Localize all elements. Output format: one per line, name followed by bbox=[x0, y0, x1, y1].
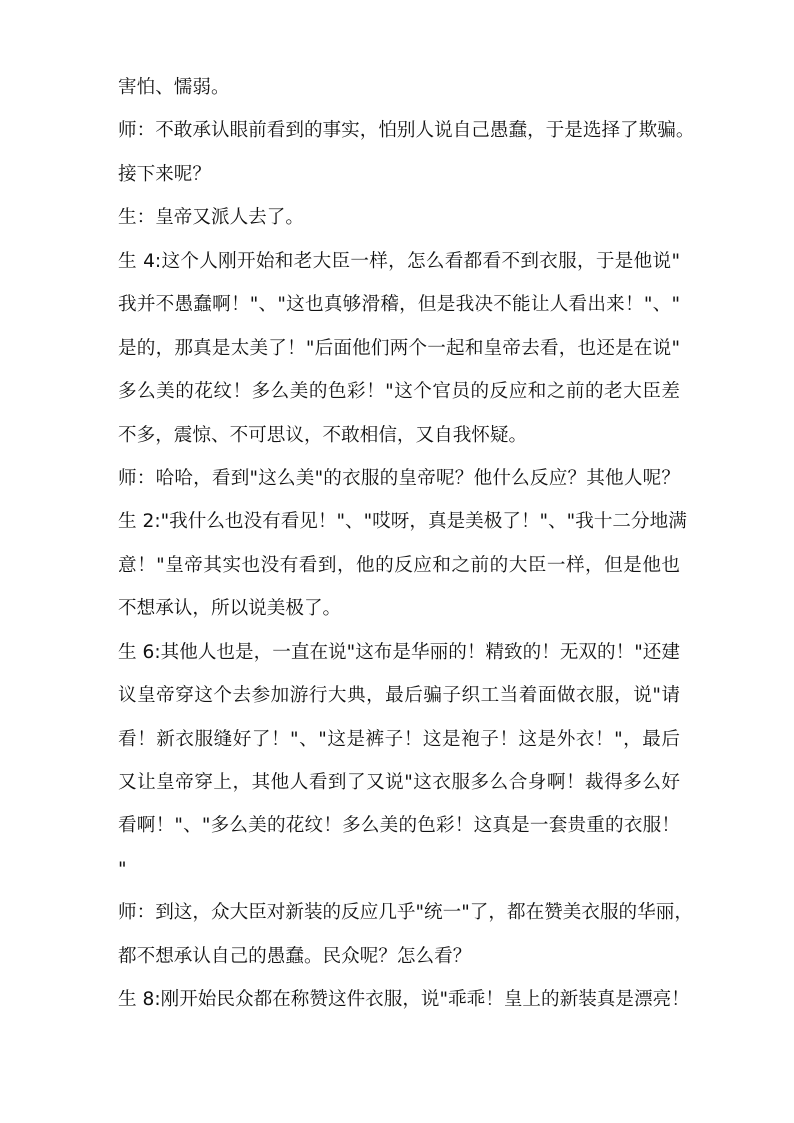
text-line: 接下来呢？ bbox=[118, 163, 211, 185]
text-line: 看啊！"、"多么美的花纹！多么美的色彩！这真是一套贵重的衣服！ bbox=[118, 815, 680, 837]
text-line: " bbox=[118, 858, 127, 880]
document-page bbox=[118, 66, 695, 1022]
text-line: 生 8:刚开始民众都在称赞这件衣服，说"乖乖！皇上的新装真是漂亮！ bbox=[118, 989, 690, 1011]
text-line: 生 2:"我什么也没有看见！"、"哎呀，真是美极了！"、"我十二分地满 bbox=[118, 511, 687, 533]
text-line: 我并不愚蠢啊！"、"这也真够滑稽，但是我决不能让人看出来！"、" bbox=[118, 294, 680, 316]
text-line: 师：哈哈，看到"这么美"的衣服的皇帝呢？他什么反应？其他人呢？ bbox=[118, 467, 680, 489]
text-line: 意！"皇帝其实也没有看到，他的反应和之前的大臣一样，但是他也 bbox=[118, 554, 680, 576]
text-line: 议皇帝穿这个去参加游行大典，最后骗子织工当着面做衣服，说"请 bbox=[118, 685, 680, 707]
text-line: 多么美的花纹！多么美的色彩！"这个官员的反应和之前的老大臣差 bbox=[118, 381, 680, 403]
text-line: 不想承认，所以说美极了。 bbox=[118, 598, 342, 620]
text-line: 害怕、懦弱。 bbox=[118, 77, 230, 98]
text-line: 生 4:这个人刚开始和老大臣一样，怎么看都看不到衣服，于是他说" bbox=[118, 250, 680, 272]
text-line: 生：皇帝又派人去了。 bbox=[118, 207, 304, 229]
text-line: 是的，那真是太美了！"后面他们两个一起和皇帝去看，也还是在说" bbox=[118, 337, 680, 359]
text-line: 师：不敢承认眼前看到的事实，怕别人说自己愚蠢，于是选择了欺骗。 bbox=[118, 120, 695, 142]
text-line: 都不想承认自己的愚蠢。民众呢？怎么看？ bbox=[118, 945, 472, 967]
text-line: 师：到这，众大臣对新装的反应几乎"统一"了，都在赞美衣服的华丽， bbox=[118, 902, 693, 924]
text-line: 生 6:其他人也是，一直在说"这布是华丽的！精致的！无双的！"还建 bbox=[118, 641, 680, 663]
text-line: 看！新衣服缝好了！"、"这是裤子！这是袍子！这是外衣！"，最后 bbox=[118, 728, 680, 750]
text-line: 不多，震惊、不可思议，不敢相信，又自我怀疑。 bbox=[118, 424, 528, 446]
text-line: 又让皇帝穿上，其他人看到了又说"这衣服多么合身啊！裁得多么好 bbox=[118, 772, 680, 793]
